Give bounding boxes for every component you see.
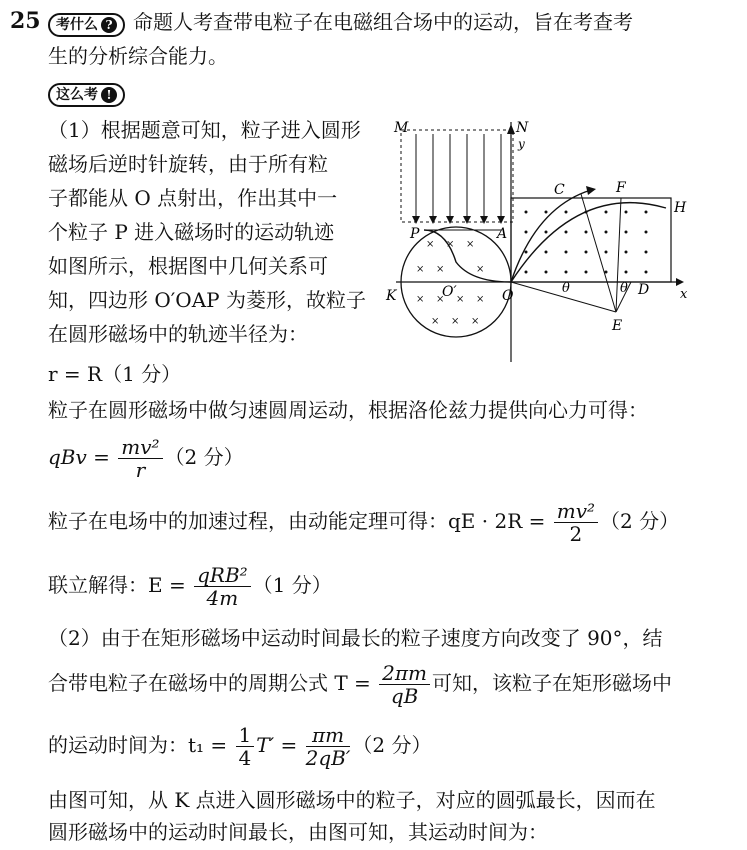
label-A: A xyxy=(497,226,508,242)
part1-line-2: 磁场后逆时针旋转，由于所有粒 xyxy=(48,152,328,176)
label-C: C xyxy=(554,182,565,198)
badge-row xyxy=(48,78,133,107)
svg-text:×: × xyxy=(436,294,445,305)
svg-text:×: × xyxy=(416,294,425,305)
label-D: D xyxy=(638,282,650,298)
arrowheads xyxy=(412,216,505,224)
badge-zhe-me-kao: 这么考 ! xyxy=(48,83,125,107)
x-axis-arrow xyxy=(676,278,684,286)
y-axis-arrow xyxy=(507,124,515,134)
label-N: N xyxy=(516,120,529,136)
field-arrows xyxy=(416,134,501,220)
label-E: E xyxy=(612,318,623,334)
svg-text:×: × xyxy=(431,316,440,327)
label-K: K xyxy=(386,288,397,304)
cross-pattern xyxy=(416,239,484,327)
label-x: x xyxy=(680,287,688,302)
svg-text:×: × xyxy=(466,239,475,250)
field-box xyxy=(401,130,513,222)
label-O-prime: O′ xyxy=(442,284,457,300)
trajectory-H xyxy=(511,203,666,282)
svg-text:×: × xyxy=(446,239,455,250)
part1-line-1: （1）根据题意可知，粒子进入圆形 xyxy=(48,118,361,142)
eq-r-equals-R: r = R（1 分） xyxy=(48,362,182,386)
text-lorentz-force: 粒子在圆形磁场中做匀速圆周运动，根据洛伦兹力提供向心力可得： xyxy=(48,398,648,422)
label-theta-1: θ xyxy=(562,281,570,296)
label-M: M xyxy=(394,120,409,136)
question-mark-icon: ? xyxy=(101,17,117,33)
part2-line-3: 的运动时间为：t₁ = $\frac{1}{4}$ T′ = $\frac{\pi m}{2qB'}$ （2 分） xyxy=(48,723,432,770)
eq-electric-field: 联立解得：E = $\frac{\text{qRB²}}{4m}$ （1 分） xyxy=(48,563,332,610)
part2-line-5: 圆形磁场中的运动时间最长，由图可知，其运动时间为： xyxy=(48,820,548,844)
svg-text:×: × xyxy=(426,239,435,250)
exclamation-icon: ! xyxy=(101,87,117,103)
part1-line-7: 在圆形磁场中的轨迹半径为： xyxy=(48,322,308,346)
eq-qbv: qBv = $\frac{\text{mv²}}{r}$ （2 分） xyxy=(48,435,244,482)
eq-kinetic-energy: 粒子在电场中的加速过程，由动能定理可得：qE · 2R = $\frac{\text{mv²}}{2}$ （2 分） xyxy=(48,499,680,546)
fraction-qRB2-over-4m: $\frac{\text{qRB²}}{4m}$ xyxy=(194,564,251,609)
intro-line-2: 生的分析综合能力。 xyxy=(48,44,228,68)
fraction-2pim-over-qB: $\frac{2\pi m}{qB}$ xyxy=(379,662,430,707)
fraction-mv2-over-2: $\frac{\text{mv²}}{2}$ xyxy=(554,500,598,545)
fraction-1-over-4: $\frac{1}{4}$ xyxy=(236,724,255,769)
label-O: O xyxy=(502,288,514,304)
fraction-pim-over-2qB-prime: $\frac{\pi m}{2qB'}$ xyxy=(305,723,351,770)
physics-diagram xyxy=(376,112,706,372)
label-theta-2: θ xyxy=(620,281,628,296)
label-P: P xyxy=(410,226,420,242)
part2-line-4: 由图可知，从 K 点进入圆形磁场中的粒子，对应的圆弧最长，因而在 xyxy=(48,788,656,812)
intro-line-1: 考什么 ? 命题人考查带电粒子在电磁组合场中的运动，旨在考查考 xyxy=(48,8,633,37)
part1-line-6: 知，四边形 O′OAP 为菱形，故粒子 xyxy=(48,288,366,312)
part1-line-3: 子都能从 O 点射出，作出其中一 xyxy=(48,186,338,210)
svg-text:×: × xyxy=(471,316,480,327)
label-H: H xyxy=(674,200,687,216)
badge-kao-shen-me: 考什么 ? xyxy=(48,13,125,37)
part2-line-2: 合带电粒子在磁场中的周期公式 T = $\frac{2\pi m}{qB}$ 可知，该粒子在矩形磁场中 xyxy=(48,661,673,708)
part1-line-4: 个粒子 P 进入磁场时的运动轨迹 xyxy=(48,220,335,244)
svg-text:×: × xyxy=(476,264,485,275)
fraction-mv2-over-r: $\frac{\text{mv²}}{r}$ xyxy=(118,436,162,481)
rect-field xyxy=(511,198,671,282)
label-F: F xyxy=(616,180,626,196)
part2-line-1: （2）由于在矩形磁场中运动时间最长的粒子速度方向改变了 90°，结 xyxy=(48,626,663,650)
svg-text:×: × xyxy=(436,264,445,275)
trajectory-C xyxy=(511,190,591,282)
svg-text:×: × xyxy=(451,316,460,327)
part1-line-5: 如图所示，根据图中几何关系可 xyxy=(48,254,328,278)
svg-text:×: × xyxy=(476,294,485,305)
arrow-C xyxy=(586,186,596,195)
svg-text:×: × xyxy=(456,294,465,305)
label-y: y xyxy=(518,137,525,151)
svg-text:×: × xyxy=(416,264,425,275)
question-number: 25 xyxy=(10,8,41,34)
